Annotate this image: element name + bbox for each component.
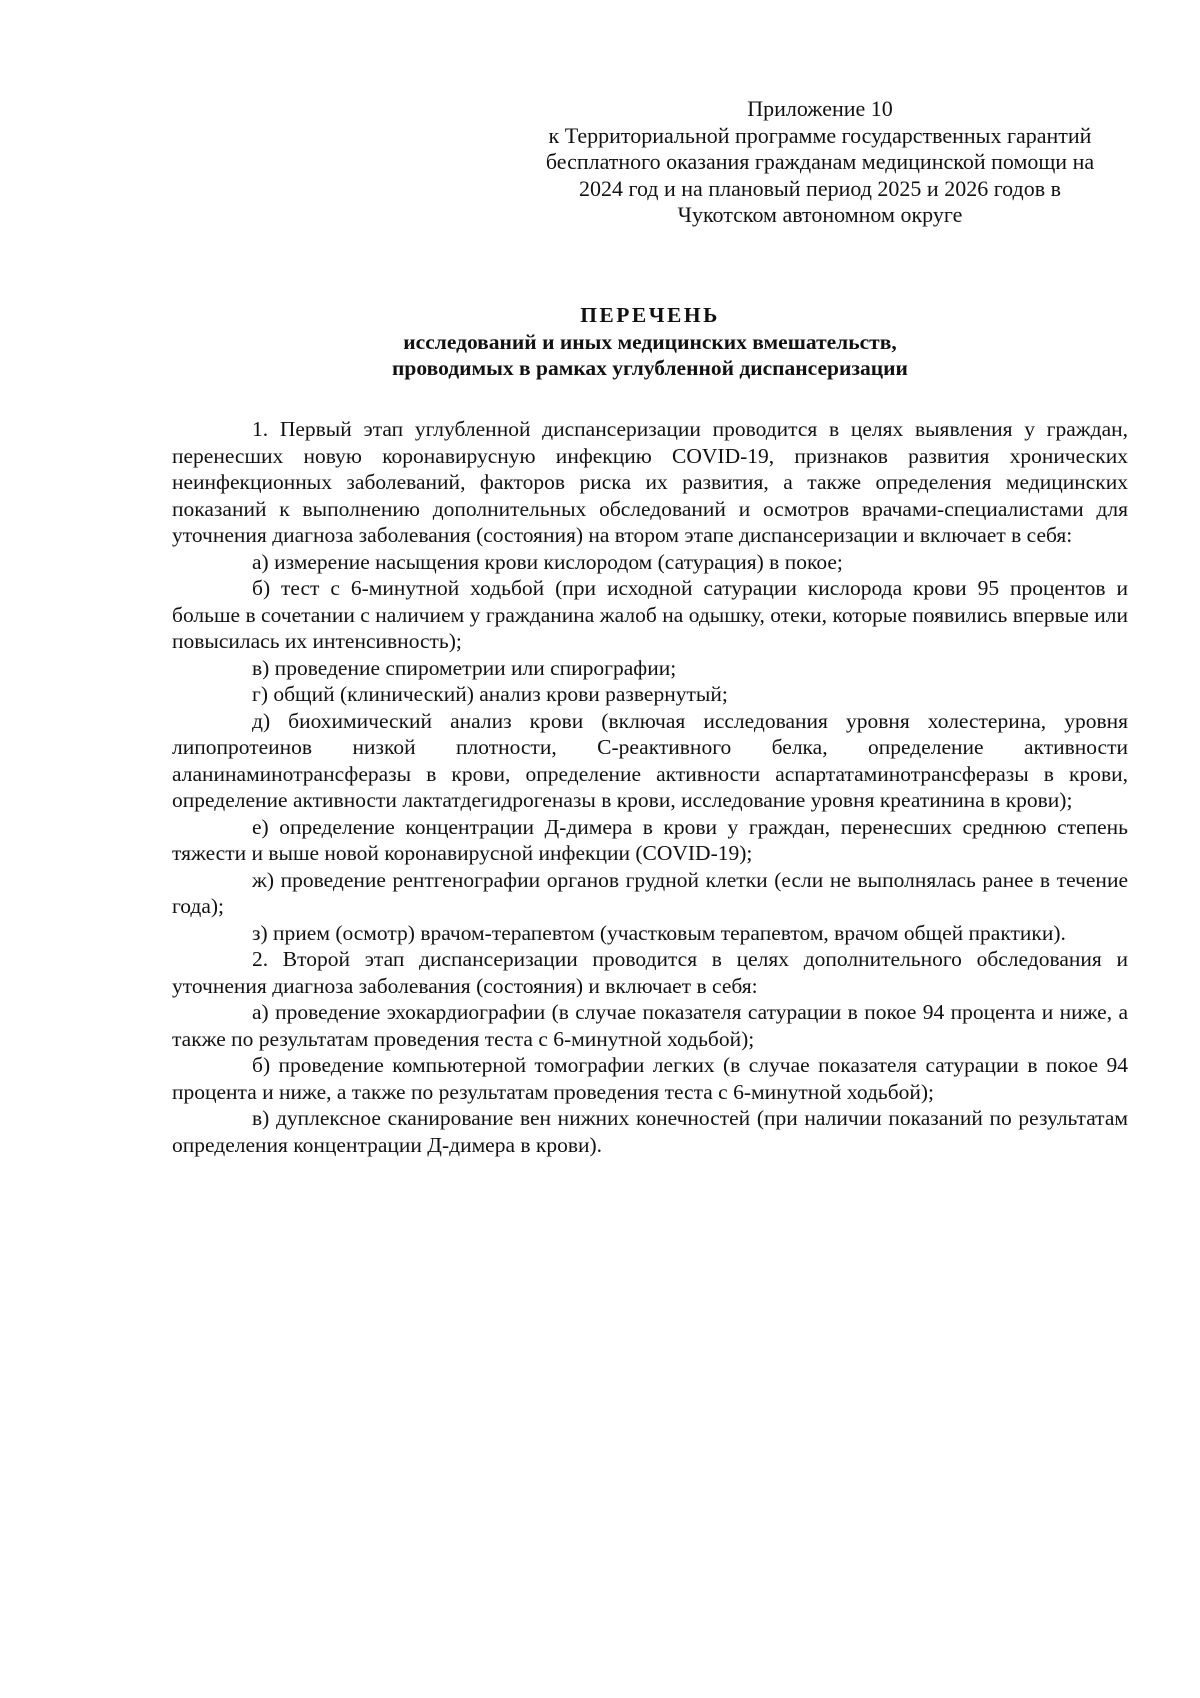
list-item: д) биохимический анализ крови (включая исследования уровня холестерина, уровня липопротеинов низкой плотности, С-реактивного белка, определение активности аланинаминотрансферазы в крови, определение активности аспартатаминотрансферазы в крови, определение активности лактатдегидрогеназы в крови, исследование уровня креатинина в крови); xyxy=(172,708,1128,812)
document-title: ПЕРЕЧЕНЬ xyxy=(580,303,720,327)
list-item: б) тест с 6-минутной ходьбой (при исходной сатурации кислорода крови 95 процентов и больше в сочетании с наличием у гражданина жалоб на одышку, отеки, которые появились впервые или повысилась их интенсивность); xyxy=(172,576,1128,653)
header-line: к Территориальной программе государственных гарантий xyxy=(548,122,1092,148)
list-item: в) дуплексное сканирование вен нижних конечностей (при наличии показаний по результатам определения концентрации Д-димера в крови). xyxy=(172,1106,1128,1157)
document-subtitle: исследований и иных медицинских вмешательств, xyxy=(403,329,897,354)
appendix-header xyxy=(500,96,1140,229)
header-line: 2024 год и на плановый период 2025 и 2026 годов в xyxy=(578,175,1062,201)
list-item: ж) проведение рентгенографии органов грудной клетки (если не выполнялась ранее в течение года); xyxy=(172,867,1128,918)
paragraph: 1. Первый этап углубленной диспансеризации проводится в целях выявления у граждан, перенесших новую коронавирусную инфекцию COVID-19, признаков развития хронических неинфекционных заболеваний, факторов риска их развития, а также определения медицинских показаний к выполнению дополнительных обследований и осмотров врачами-специалистами для уточнения диагноза заболевания (состояния) на втором этапе диспансеризации и включает в себя: xyxy=(172,417,1128,547)
list-item: а) измерение насыщения крови кислородом (сатурация) в покое; xyxy=(252,549,843,574)
header-line: Чукотском автономном округе xyxy=(677,202,963,227)
list-item: г) общий (клинический) анализ крови развернутый; xyxy=(252,682,728,706)
document-title-block xyxy=(170,302,1130,382)
document-subtitle: проводимых в рамках углубленной диспансеризации xyxy=(392,356,908,380)
paragraph: 2. Второй этап диспансеризации проводится в целях дополнительного обследования и уточнения диагноза заболевания (состояния) и включает в себя: xyxy=(172,947,1128,998)
list-item: е) определение концентрации Д-димера в крови у граждан, перенесших среднюю степень тяжести и выше новой коронавирусной инфекции (COVID-19); xyxy=(172,814,1128,865)
header-line: Приложение 10 xyxy=(747,96,893,121)
document-body xyxy=(172,416,1128,1158)
header-line: бесплатного оказания гражданам медицинской помощи на xyxy=(545,149,1095,174)
list-item: б) проведение компьютерной томографии легких (в случае показателя сатурации в покое 94 процента и ниже, а также по результатам проведения теста с 6-минутной ходьбой); xyxy=(172,1053,1128,1104)
list-item: а) проведение эхокардиографии (в случае показателя сатурации в покое 94 процента и ниже, а также по результатам проведения теста с 6-минутной ходьбой); xyxy=(172,1000,1128,1051)
list-item: в) проведение спирометрии или спирографии; xyxy=(252,655,677,680)
list-item: з) прием (осмотр) врачом-терапевтом (участковым терапевтом, врачом общей практики). xyxy=(252,920,1066,945)
